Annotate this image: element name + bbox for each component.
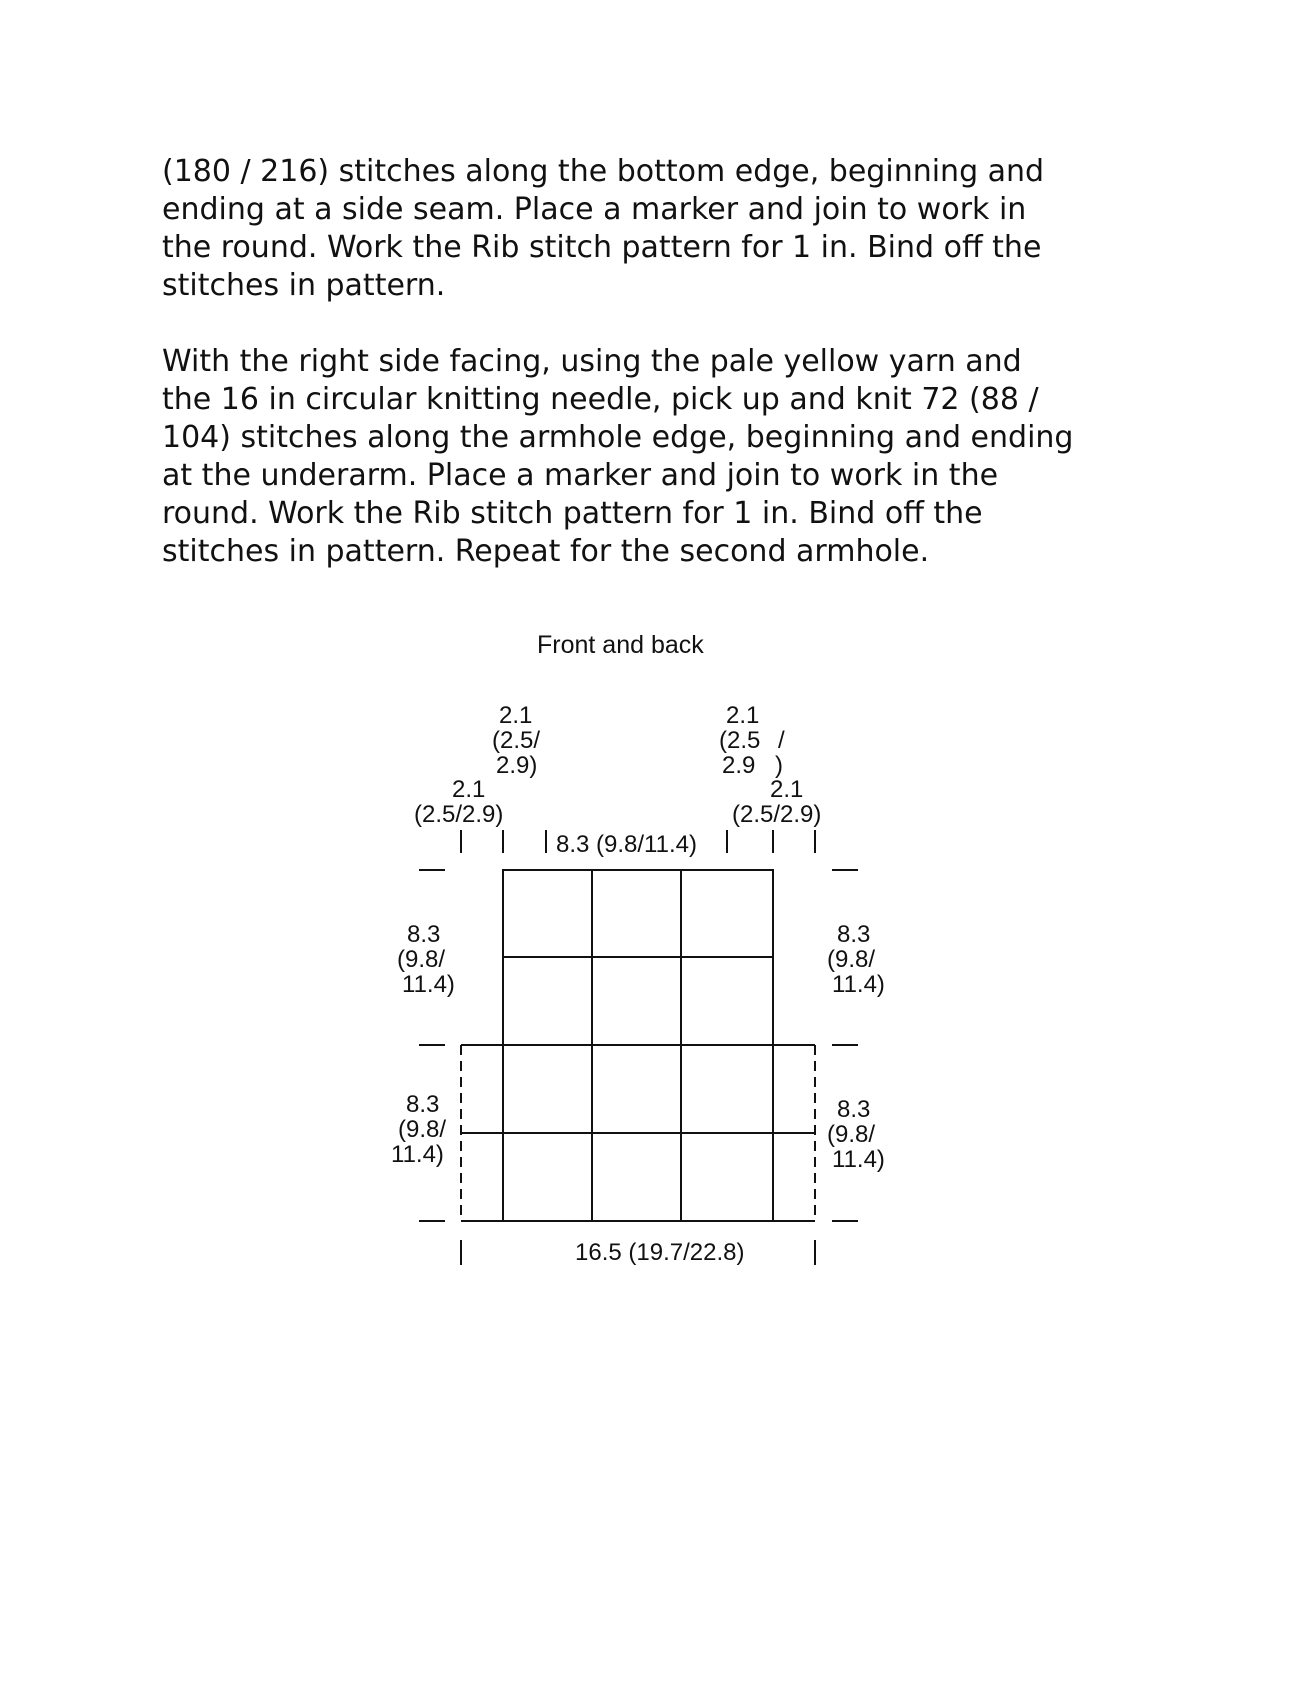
instruction-paragraph-bottom-edge: (180 / 216) stitches along the bottom edge, beginning and ending at a side seam. Place a marker and join to work in the round. Work the Rib stitch pattern for 1 in. Bind off the stitches in pattern. (162, 154, 1045, 303)
top-left-armhole-label: 2.1 (2.5/2.9) (414, 776, 504, 828)
right-lower-height-label: 8.3 (9.8/ 11.4) (827, 1096, 885, 1173)
top-left-strap-label: 2.1 (2.5/ 2.9) (492, 702, 541, 779)
left-upper-height-label: 8.3 (9.8/ 11.4) (397, 921, 455, 998)
right-upper-height-label: 8.3 (9.8/ 11.4) (827, 921, 885, 998)
top-right-strap-label: 2.1 (2.5 / 2.9 ) (719, 702, 785, 779)
lower-panel (461, 1045, 815, 1221)
left-lower-height-label: 8.3 (9.8/ 11.4) (391, 1091, 447, 1168)
top-right-armhole-label: 2.1 (2.5/2.9) (732, 776, 822, 828)
bottom-width-label: 16.5 (19.7/22.8) (575, 1239, 745, 1266)
upper-panel (503, 870, 773, 1045)
neck-width-label: 8.3 (9.8/11.4) (556, 831, 697, 858)
instruction-paragraph-armhole: With the right side facing, using the pale yellow yarn and the 16 in circular knitting needle, pick up and knit 72 (88 / 104) stitches along the armhole edge, beginning and ending at the underarm. Place a marker and join to work in the round. Work the Rib stitch pattern for 1 in. Bind off the stitches in pattern. Repeat for the second armhole. (162, 344, 1074, 569)
diagram-title: Front and back (537, 631, 704, 659)
